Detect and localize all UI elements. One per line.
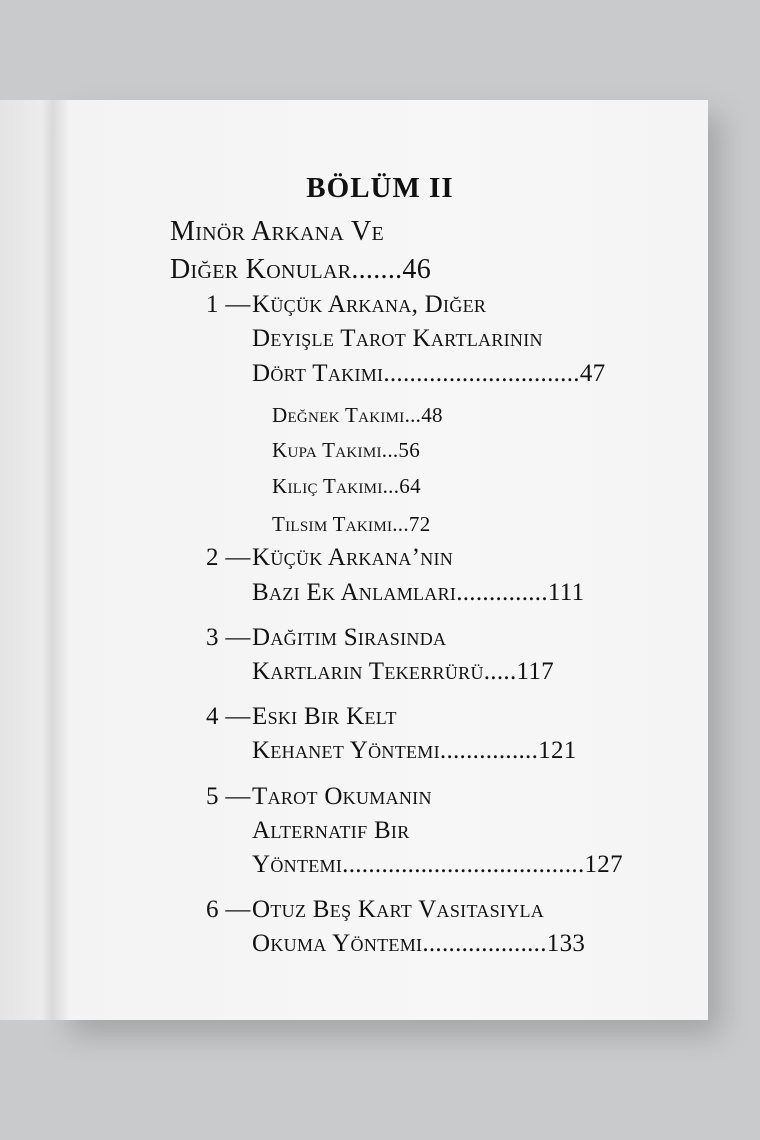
toc-entry-1-line-1: Küçük Arkana, Diğer <box>252 291 487 318</box>
toc-entry-3-number: 3 — <box>206 624 251 651</box>
toc-entry-3-line-2: Kartların Tekerrürü.....117 <box>252 658 554 685</box>
toc-entry-3-line-1: Dağıtım Sırasında <box>252 624 447 651</box>
toc-entry-6-line-1: Otuz Beş Kart Vasıtasıyla <box>252 896 545 923</box>
toc-entry-4-number: 4 — <box>206 703 251 730</box>
toc-entry-5-line-3: Yöntemi.....................................127 <box>252 851 623 878</box>
part-title-line-1: Minör Arkana Ve <box>170 216 385 247</box>
toc-subitem: Kılıç Takımı...64 <box>272 474 421 498</box>
toc-entry-5-number: 5 — <box>206 783 251 810</box>
toc-entry-4-line-2: Kehanet Yöntemi...............121 <box>252 737 577 764</box>
toc-entry-4-line-1: Eski Bir Kelt <box>252 703 397 730</box>
toc-entry-1-line-2: Deyişle Tarot Kartlarının <box>252 325 543 352</box>
toc-subitem: Değnek Takımı...48 <box>272 403 443 427</box>
toc-entry-1-line-3: Dört Takımı..............................47 <box>252 360 606 387</box>
book-page <box>52 100 708 1020</box>
part-title-line-2: Diğer Konular.......46 <box>170 254 432 285</box>
toc-subitem: Kupa Takımı...56 <box>272 438 421 462</box>
chapter-title: BÖLÜM II <box>306 172 454 204</box>
toc-entry-6-line-2: Okuma Yöntemi...................133 <box>252 930 586 957</box>
background-book-page <box>0 100 60 1020</box>
toc-entry-2-line-1: Küçük Arkana’nın <box>252 544 454 571</box>
toc-entry-5-line-2: Alternatif Bir <box>252 817 410 844</box>
toc-entry-2-number: 2 — <box>206 544 251 571</box>
toc-entry-6-number: 6 — <box>206 896 251 923</box>
toc-entry-5-line-1: Tarot Okumanın <box>252 783 432 810</box>
toc-entry-1-number: 1 — <box>206 291 251 318</box>
toc-subitem: Tılsım Takımı...72 <box>272 512 431 536</box>
toc-entry-2-line-2: Bazı Ek Anlamları..............111 <box>252 579 585 606</box>
